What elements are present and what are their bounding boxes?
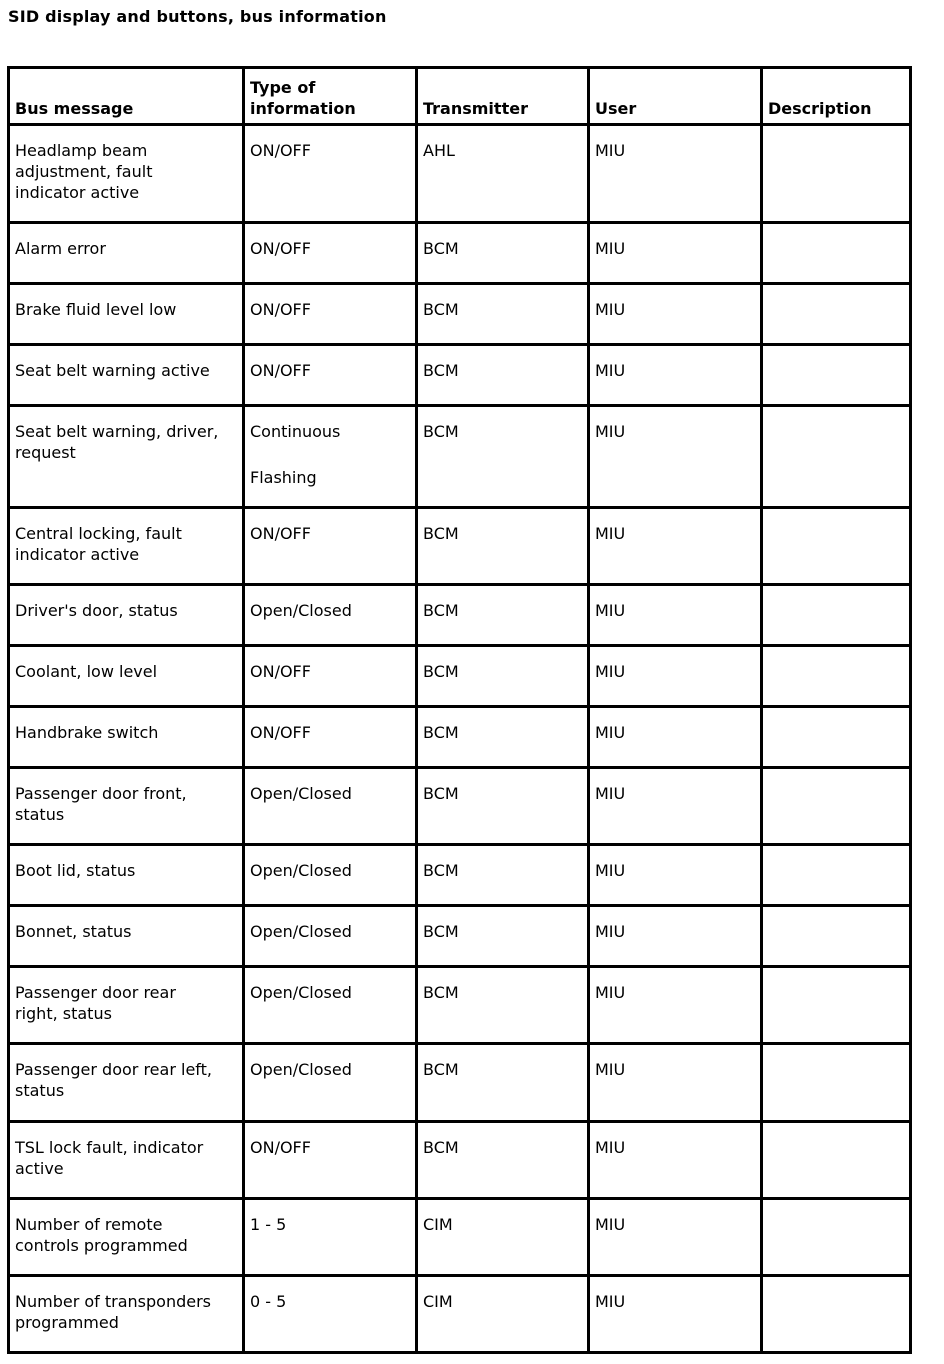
transmitter-cell: BCM xyxy=(417,768,589,845)
table-row xyxy=(9,125,911,223)
transmitter-cell: BCM xyxy=(417,585,589,646)
description-cell xyxy=(762,223,911,284)
table-row xyxy=(9,646,911,707)
user-cell: MIU xyxy=(589,223,762,284)
user-cell: MIU xyxy=(589,1276,762,1353)
type-of-information-cell: ON/OFF xyxy=(244,284,417,345)
table-row xyxy=(9,967,911,1044)
description-cell xyxy=(762,406,911,508)
bus-message-cell: Number of remote controls programmed xyxy=(9,1199,244,1276)
user-cell: MIU xyxy=(589,585,762,646)
description-cell xyxy=(762,1199,911,1276)
header-description: Description xyxy=(762,68,911,125)
bus-message-cell: Number of transponders programmed xyxy=(9,1276,244,1353)
description-cell xyxy=(762,967,911,1044)
type-of-information-cell: ON/OFF xyxy=(244,125,417,223)
transmitter-cell: CIM xyxy=(417,1199,589,1276)
page-title: SID display and buttons, bus information xyxy=(8,7,387,26)
user-cell: MIU xyxy=(589,406,762,508)
user-cell: MIU xyxy=(589,906,762,967)
user-cell: MIU xyxy=(589,967,762,1044)
bus-message-cell: Passenger door front, status xyxy=(9,768,244,845)
description-cell xyxy=(762,284,911,345)
type-of-information-cell: ON/OFF xyxy=(244,345,417,406)
user-cell: MIU xyxy=(589,125,762,223)
transmitter-cell: CIM xyxy=(417,1276,589,1353)
description-cell xyxy=(762,345,911,406)
description-cell xyxy=(762,845,911,906)
table-row xyxy=(9,1122,911,1199)
transmitter-cell: BCM xyxy=(417,845,589,906)
bus-message-cell: Driver's door, status xyxy=(9,585,244,646)
type-of-information-cell: 1 - 5 xyxy=(244,1199,417,1276)
table-row xyxy=(9,406,911,508)
bus-message-cell: Bonnet, status xyxy=(9,906,244,967)
type-of-information-cell: ON/OFF xyxy=(244,508,417,585)
table-row xyxy=(9,1199,911,1276)
table-row xyxy=(9,1044,911,1122)
table-row xyxy=(9,284,911,345)
user-cell: MIU xyxy=(589,845,762,906)
description-cell xyxy=(762,125,911,223)
table-row xyxy=(9,707,911,768)
type-of-information-cell: 0 - 5 xyxy=(244,1276,417,1353)
type-of-information-cell: Continuous Flashing xyxy=(244,406,417,508)
bus-message-cell: Passenger door rear left, status xyxy=(9,1044,244,1122)
user-cell: MIU xyxy=(589,1122,762,1199)
description-cell xyxy=(762,508,911,585)
table-header-row xyxy=(9,68,911,125)
transmitter-cell: BCM xyxy=(417,646,589,707)
transmitter-cell: BCM xyxy=(417,284,589,345)
type-of-information-cell: Open/Closed xyxy=(244,585,417,646)
user-cell: MIU xyxy=(589,707,762,768)
bus-message-cell: Coolant, low level xyxy=(9,646,244,707)
bus-message-cell: Headlamp beam adjustment, fault indicator active xyxy=(9,125,244,223)
type-of-information-cell: Open/Closed xyxy=(244,967,417,1044)
bus-information-table xyxy=(7,66,912,1354)
bus-message-cell: Seat belt warning active xyxy=(9,345,244,406)
description-cell xyxy=(762,768,911,845)
type-of-information-cell: Open/Closed xyxy=(244,906,417,967)
bus-message-cell: Boot lid, status xyxy=(9,845,244,906)
table-row xyxy=(9,768,911,845)
bus-message-cell: TSL lock fault, indicator active xyxy=(9,1122,244,1199)
description-cell xyxy=(762,1276,911,1353)
description-cell xyxy=(762,646,911,707)
table-row xyxy=(9,223,911,284)
header-bus-message: Bus message xyxy=(9,68,244,125)
user-cell: MIU xyxy=(589,1044,762,1122)
transmitter-cell: BCM xyxy=(417,707,589,768)
description-cell xyxy=(762,906,911,967)
bus-message-cell: Passenger door rear right, status xyxy=(9,967,244,1044)
description-cell xyxy=(762,1122,911,1199)
header-user: User xyxy=(589,68,762,125)
user-cell: MIU xyxy=(589,768,762,845)
transmitter-cell: BCM xyxy=(417,906,589,967)
description-cell xyxy=(762,585,911,646)
bus-message-cell: Handbrake switch xyxy=(9,707,244,768)
transmitter-cell: BCM xyxy=(417,1044,589,1122)
type-of-information-cell: Open/Closed xyxy=(244,768,417,845)
transmitter-cell: BCM xyxy=(417,1122,589,1199)
bus-message-cell: Alarm error xyxy=(9,223,244,284)
table-row xyxy=(9,906,911,967)
table-row xyxy=(9,345,911,406)
table-row xyxy=(9,845,911,906)
user-cell: MIU xyxy=(589,1199,762,1276)
type-of-information-cell: ON/OFF xyxy=(244,1122,417,1199)
transmitter-cell: BCM xyxy=(417,223,589,284)
table-body xyxy=(9,125,911,1353)
description-cell xyxy=(762,1044,911,1122)
table-row xyxy=(9,1276,911,1353)
table-row xyxy=(9,508,911,585)
bus-message-cell: Brake fluid level low xyxy=(9,284,244,345)
user-cell: MIU xyxy=(589,646,762,707)
transmitter-cell: BCM xyxy=(417,345,589,406)
user-cell: MIU xyxy=(589,284,762,345)
description-cell xyxy=(762,707,911,768)
bus-message-cell: Seat belt warning, driver, request xyxy=(9,406,244,508)
transmitter-cell: BCM xyxy=(417,967,589,1044)
type-of-information-cell: Open/Closed xyxy=(244,1044,417,1122)
bus-message-cell: Central locking, fault indicator active xyxy=(9,508,244,585)
table-row xyxy=(9,585,911,646)
type-of-information-cell: Open/Closed xyxy=(244,845,417,906)
transmitter-cell: AHL xyxy=(417,125,589,223)
transmitter-cell: BCM xyxy=(417,508,589,585)
type-of-information-cell: ON/OFF xyxy=(244,646,417,707)
type-of-information-cell: ON/OFF xyxy=(244,223,417,284)
transmitter-cell: BCM xyxy=(417,406,589,508)
type-of-information-cell: ON/OFF xyxy=(244,707,417,768)
user-cell: MIU xyxy=(589,508,762,585)
header-transmitter: Transmitter xyxy=(417,68,589,125)
user-cell: MIU xyxy=(589,345,762,406)
header-type-of-information: Type of information xyxy=(244,68,417,125)
